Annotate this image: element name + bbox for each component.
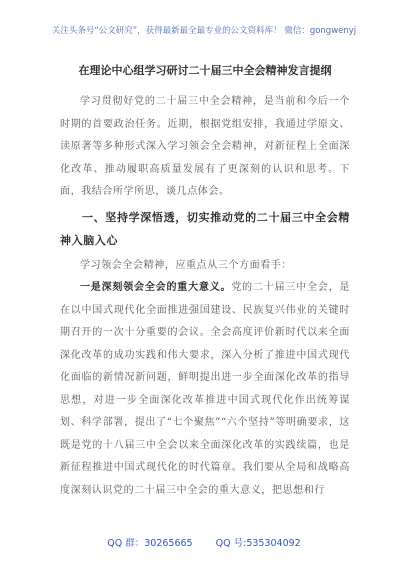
point1-lead: 一是深刻领会全会的重大意义。	[80, 282, 232, 293]
section1-intro: 学习领会全会精神，应重点从三个方面看手：	[80, 259, 292, 271]
point1-paragraph	[60, 277, 350, 502]
footer-contacts	[0, 535, 408, 549]
footer-qq-group: QQ 群：30265665	[107, 538, 193, 549]
header-note: 关注头条号“公文研究”，获得最新最全最专业的公文资料库！ 微信：gongwenyj	[51, 26, 357, 36]
footer-qq-number: QQ 号:535304092	[215, 538, 301, 549]
intro-paragraph: 学习贯彻好党的二十届三中全会精神，是当前和今后一个时期的首要政治任务。近期，根据党组安排，我通过学原文、读原著等多种形式深入学习领会全会精神，对新征程上全面深化改革、推动履职高质量发展有了更深刻的认识和思考。下面，我结合所学所思，谈几点体会。	[60, 96, 350, 197]
point1-body: 党的二十届三中全会，是在以中国式现代化全面推进强国建设、民族复兴伟业的关键时期召开的一次十分重要的会议。全会高度评价新时代以来全面深化改革的成功实践和伟大要求，深入分析了推进中国式现代化面临的新情况新问题，鲜明提出进一步全面深化改革的指导思想，对进一步全面深化改革推进中国式现代化作出统筹谋划、科学部署，提出了“七个聚焦”“六个坚持”等明确要求，这既是党的十八届三中全会以来全面深化改革的实践续篇，也是新征程推进中国式现代化的时代篇章。我们要从全局和战略高度深刻认识党的二十届三中全会的重大意义，把思想和行	[60, 282, 350, 496]
document-body	[60, 60, 350, 502]
section-heading-1: 一、坚持学深悟透，切实推动党的二十届三中全会精神入脑入心	[60, 210, 350, 247]
document-title: 在理论中心组学习研讨二十届三中全会精神发言提纲	[78, 64, 332, 77]
